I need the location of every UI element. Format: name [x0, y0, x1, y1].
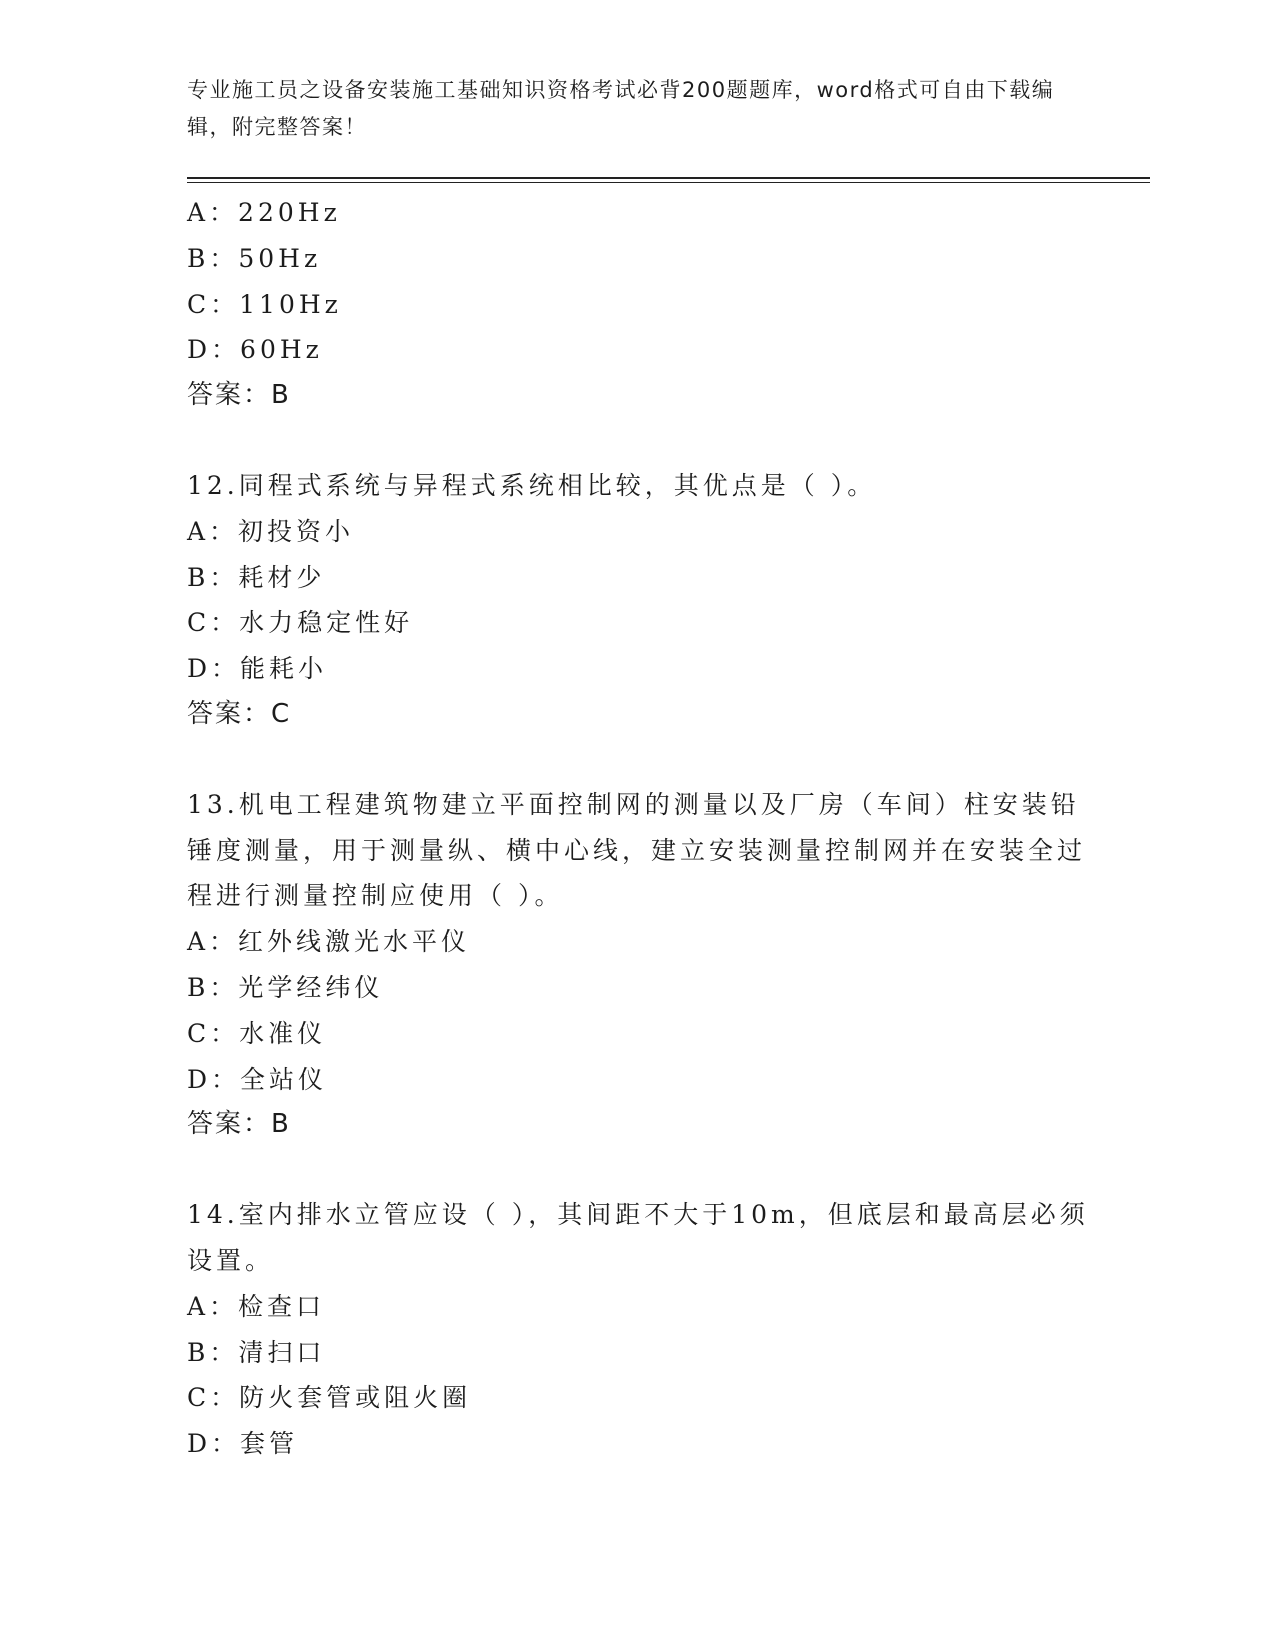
option-c: C：水准仪: [187, 1018, 327, 1048]
question-stem: 14.室内排水立管应设（ ），其间距不大于10m，但底层和最高层必须设置。: [187, 1200, 1089, 1275]
option-c: C：防火套管或阻火圈: [187, 1383, 472, 1413]
question-14: [187, 1192, 1107, 1467]
answer: 答案：B: [187, 380, 291, 411]
option-b: B：光学经纬仪: [187, 972, 384, 1002]
answer: 答案：C: [187, 698, 292, 729]
option-d: D：套管: [187, 1429, 299, 1459]
question-11-tail: [187, 190, 1107, 419]
option-a: A：220Hz: [187, 198, 341, 227]
header-divider: [187, 177, 1150, 183]
question-13: [187, 782, 1107, 1148]
option-c: C：水力稳定性好: [187, 608, 414, 638]
question-12: [187, 463, 1107, 738]
option-d: D：全站仪: [187, 1064, 328, 1094]
option-c: C：110Hz: [187, 289, 342, 319]
option-b: B：耗材少: [187, 562, 326, 592]
option-b: B：50Hz: [187, 243, 322, 273]
question-list: [187, 190, 1107, 1467]
option-d: D：能耗小: [187, 654, 328, 684]
answer: 答案：B: [187, 1109, 291, 1140]
option-b: B：清扫口: [187, 1337, 326, 1367]
question-stem: 13.机电工程建筑物建立平面控制网的测量以及厂房（车间）柱安装铅锤度测量，用于测量纵、横中心线，建立安装测量控制网并在安装全过程进行测量控制应使用（ ）。: [187, 789, 1087, 911]
option-d: D：60Hz: [187, 335, 323, 365]
question-stem: 12.同程式系统与异程式系统相比较，其优点是（ ）。: [187, 470, 877, 500]
option-a: A：检查口: [187, 1291, 326, 1321]
document-header: 专业施工员之设备安装施工基础知识资格考试必背200题题库，word格式可自由下载编辑，附完整答案！: [187, 78, 1055, 139]
option-a: A：红外线激光水平仪: [187, 927, 471, 957]
option-a: A：初投资小: [187, 516, 355, 546]
